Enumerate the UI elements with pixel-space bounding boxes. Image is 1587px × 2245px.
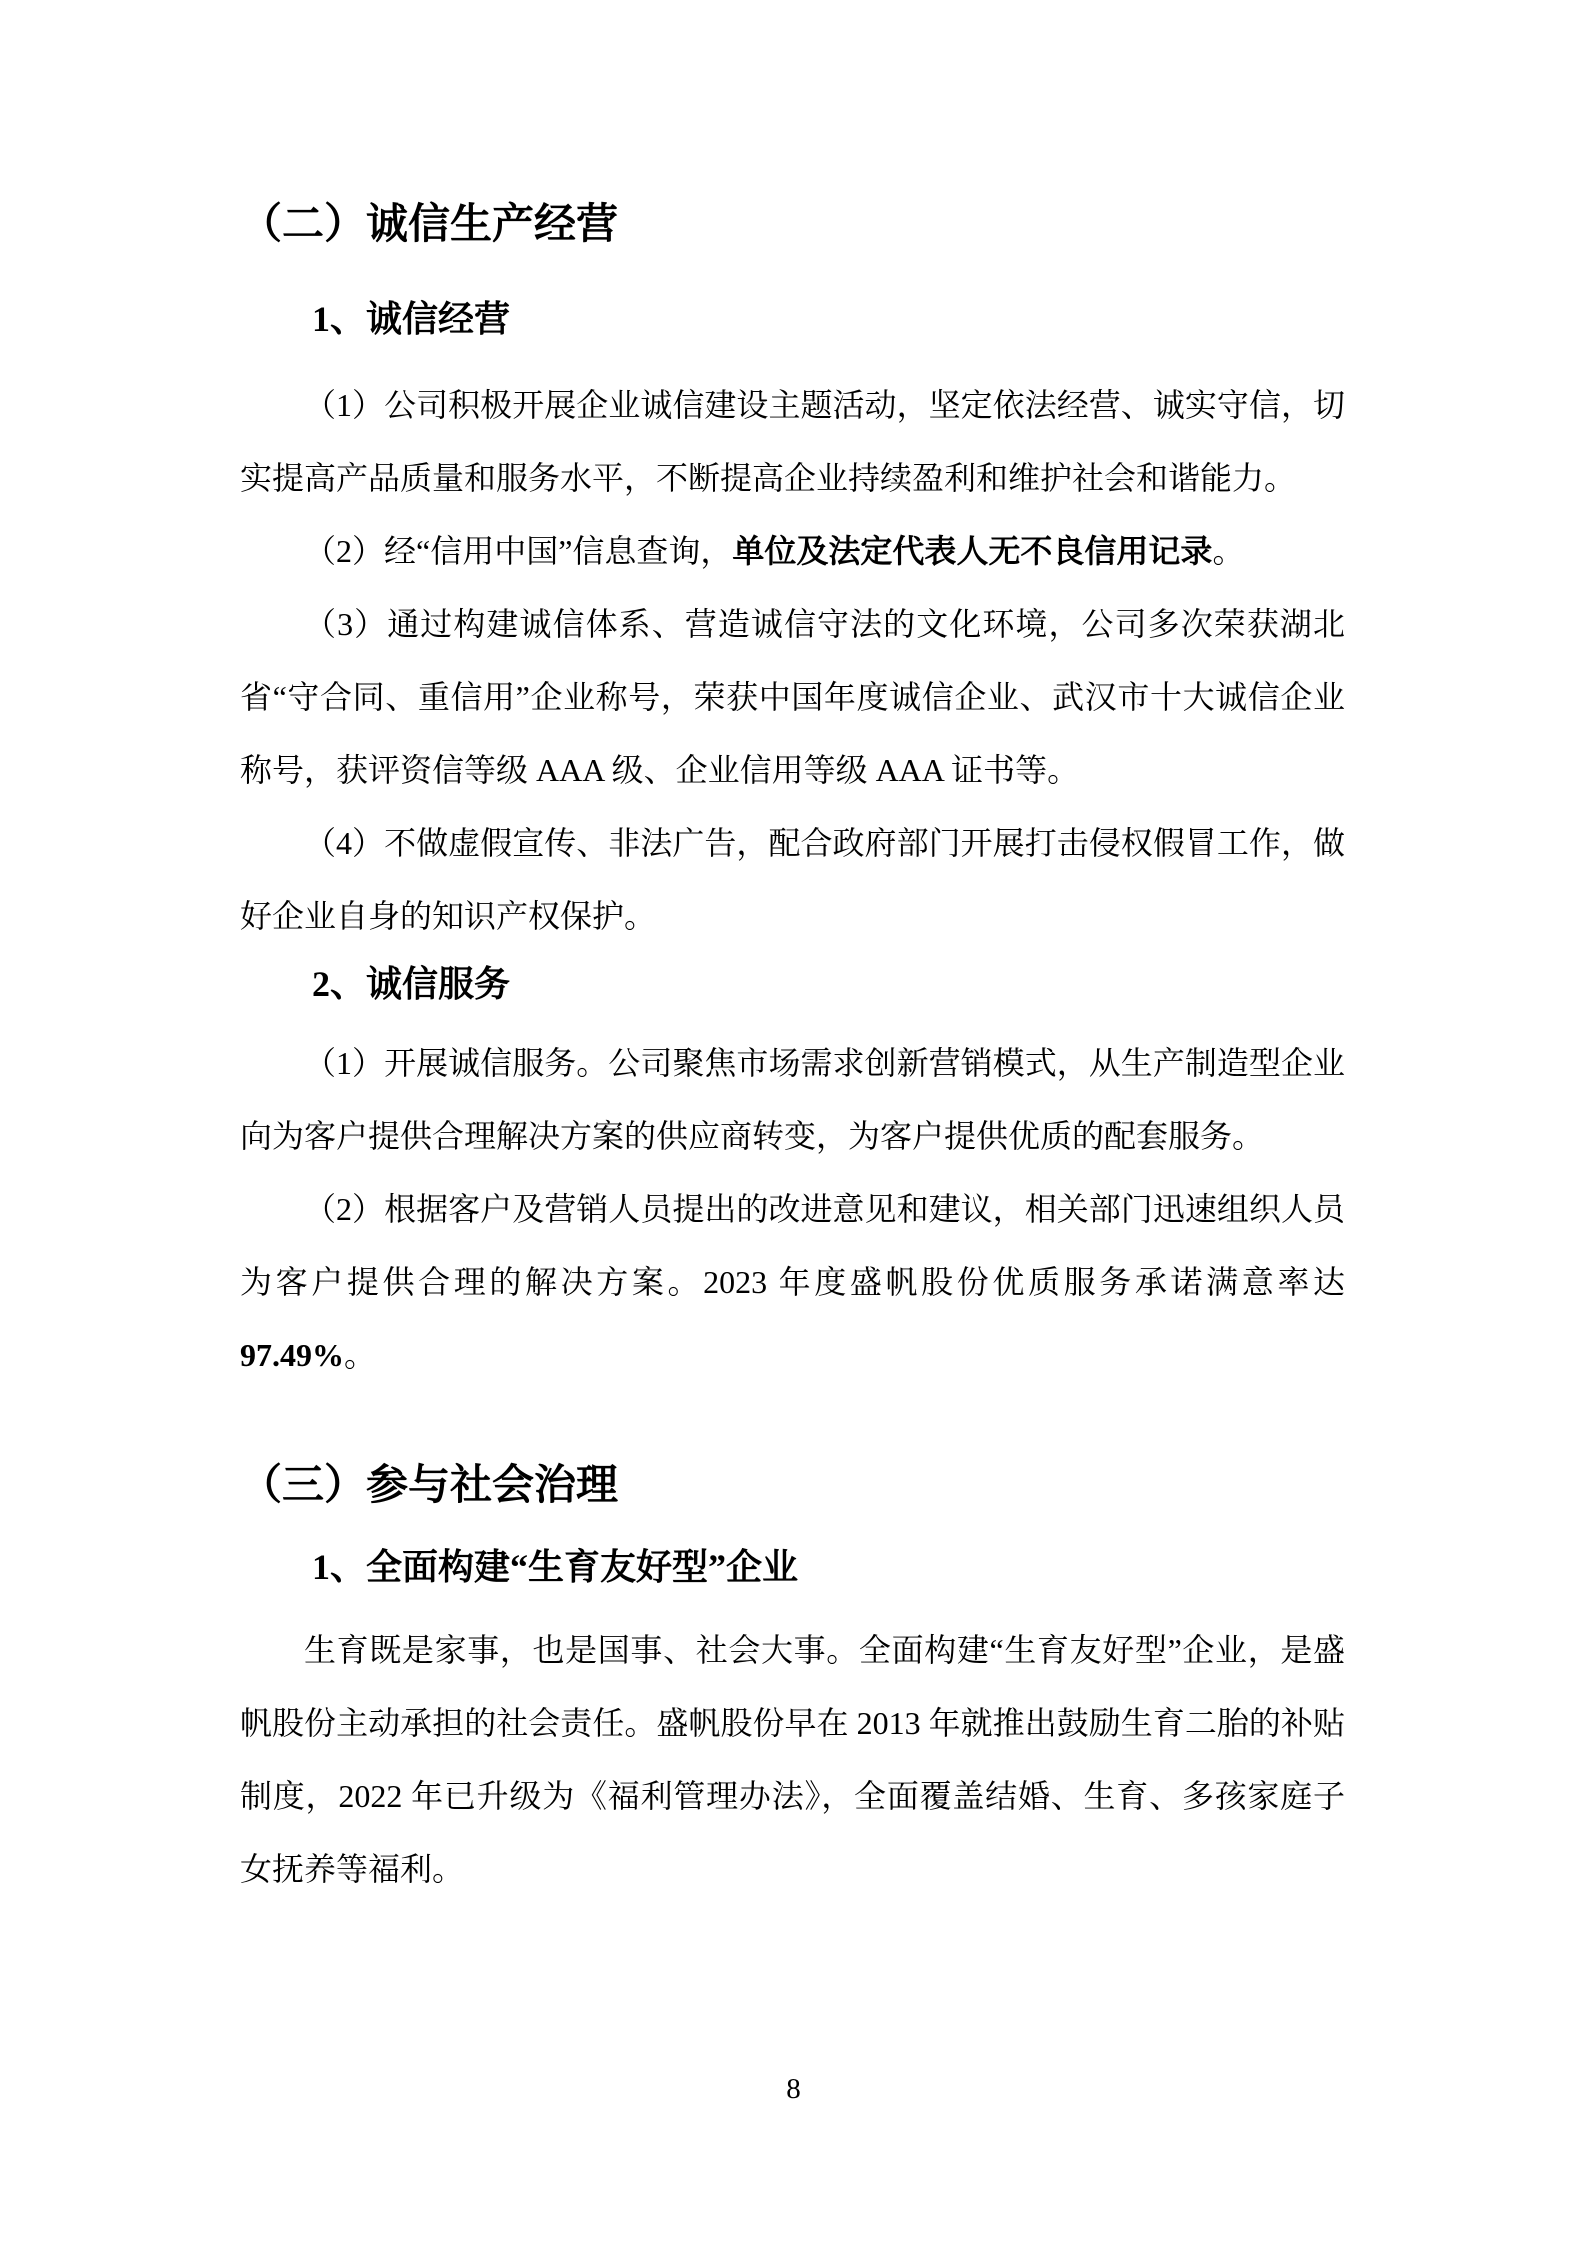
section-heading-social-governance: （三）参与社会治理 [240, 1463, 619, 1509]
text-run-pre: （3）通过构建诚信体系、营造诚信守法的文化环境，公司多次荣获湖北省“守合同、重信用”企业称号，荣获中国年度诚信企业、武汉市十大诚信企业称号，获评资信等级 AAA 级、企业信用等级 AAA 证书等。 [240, 606, 1345, 788]
paragraph [240, 515, 1345, 588]
subsection-heading-fertility-friendly: 1、全面构建“生育友好型”企业 [312, 1547, 799, 1587]
text-run-pre: 生育既是家事，也是国事、社会大事。全面构建“生育友好型”企业，是盛帆股份主动承担的社会责任。盛帆股份早在 2013 年就推出鼓励生育二胎的补贴制度，2022 年已升级为《福利管理办法》，全面覆盖结婚、生育、多孩家庭子女抚养等福利。 [240, 1632, 1345, 1887]
bold-text-satisfaction-rate: 97.49% [240, 1337, 344, 1373]
paragraph [240, 807, 1345, 953]
bold-text-no-bad-credit-record: 单位及法定代表人无不良信用记录 [732, 533, 1213, 569]
paragraph [240, 588, 1345, 807]
page-content [240, 0, 1345, 1906]
page-footer [0, 2072, 1587, 2106]
text-run-post: 。 [344, 1337, 377, 1373]
text-run-pre: （2）根据客户及营销人员提出的改进意见和建议，相关部门迅速组织人员为客户提供合理的解决方案。2023 年度盛帆股份优质服务承诺满意率达 [240, 1191, 1345, 1300]
text-run-pre: （2）经“信用中国”信息查询， [304, 533, 733, 569]
paragraph [240, 1614, 1345, 1906]
subsection-heading-integrity-management: 1、诚信经营 [312, 299, 511, 339]
paragraph [240, 369, 1345, 515]
text-run-pre: （1）公司积极开展企业诚信建设主题活动，坚定依法经营、诚实守信，切实提高产品质量和服务水平，不断提高企业持续盈利和维护社会和谐能力。 [240, 387, 1345, 496]
text-run-pre: （4）不做虚假宣传、非法广告，配合政府部门开展打击侵权假冒工作，做好企业自身的知识产权保护。 [240, 825, 1345, 934]
section-heading-integrity-production: （二）诚信生产经营 [240, 202, 619, 248]
page-number: 8 [786, 2073, 801, 2105]
paragraph [240, 1027, 1345, 1173]
text-run-pre: （1）开展诚信服务。公司聚焦市场需求创新营销模式，从生产制造型企业向为客户提供合理解决方案的供应商转变，为客户提供优质的配套服务。 [240, 1045, 1345, 1154]
subsection-heading-integrity-service: 2、诚信服务 [312, 964, 511, 1004]
paragraph [240, 1173, 1345, 1392]
text-run-post: 。 [1212, 533, 1245, 569]
